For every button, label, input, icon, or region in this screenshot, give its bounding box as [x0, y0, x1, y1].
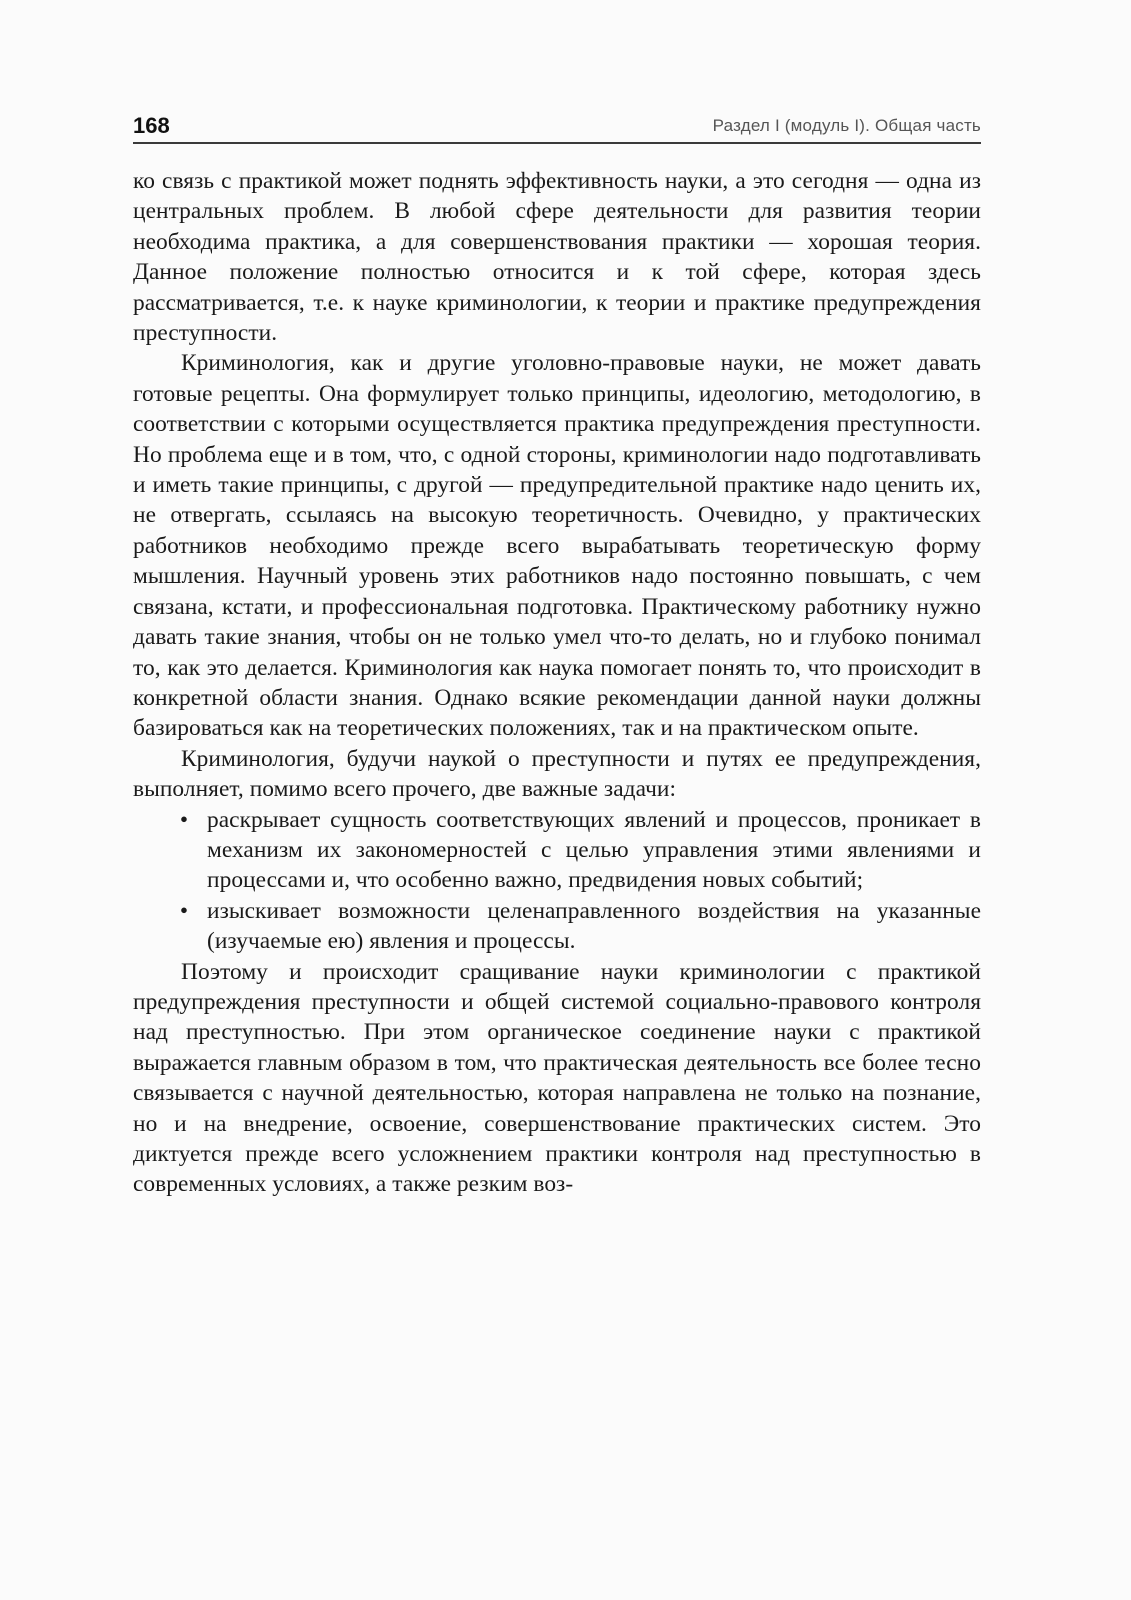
paragraph-two-tasks: Криминология, будучи наукой о преступности и путях ее предупреждения, выполняет, помимо всего прочего, две важные задачи:	[133, 745, 981, 803]
tasks-list	[133, 805, 981, 957]
list-item	[179, 805, 981, 896]
bullet-icon: •	[179, 897, 189, 924]
paragraph-criminology-principles: Криминология, как и другие уголовно-правовые науки, не может давать готовые рецепты. Она формулирует только принципы, идеологию, методологию, в соответствии с которыми осуществляется практика предупреждения преступности. Но проблема еще и в том, что, с одной стороны, криминологии надо подготавливать и иметь такие принципы, с другой — предупредительной практике надо ценить их, не отвергать, ссылаясь на высокую теоретичность. Очевидно, у практических работников необходимо прежде всего вырабатывать теоретическую форму мышления. Научный уровень этих работников надо постоянно повышать, с чем связана, кстати, и профессиональная подготовка. Практическому работнику нужно давать такие знания, чтобы он не только умел что-то делать, но и глубоко понимал то, как это делается. Криминология как наука помогает понять то, что происходит в конкретной области знания. Однако всякие рекомендации данной науки должны базироваться как на теоретических положениях, так и на практическом опыте.	[133, 350, 981, 742]
bullet-icon: •	[179, 806, 189, 833]
paragraph-continuation: ко связь с практикой может поднять эффективность науки, а это сегодня — одна из центральных проблем. В любой сфере деятельности для развития теории необходима практика, а для совершенствования практики — хорошая теория. Данное положение полностью относится и к той сфере, которая здесь рассматривается, т.е. к науке криминологии, к теории и практике предупреждения преступности.	[133, 168, 981, 347]
paragraph-science-practice: Поэтому и происходит сращивание науки криминологии с практикой предупреждения преступности и общей системой социально-правового контроля над преступностью. При этом органическое соединение науки с практикой выражается главным образом в том, что практическая деятельность все более тесно связывается с научной деятельностью, которая направлена не только на познание, но и на внедрение, освоение, совершенствование практических систем. Это диктуется прежде всего усложнением практики контроля над преступностью в современных условиях, а также резким воз-	[133, 958, 981, 1198]
list-item-text: раскрывает сущность соответствующих явлений и процессов, проникает в механизм их закономерностей с целью управления этими явлениями и процессами и, что особенно важно, предвидения новых событий;	[207, 806, 981, 894]
list-item	[179, 896, 981, 957]
section-title: Раздел I (модуль I). Общая часть	[712, 116, 981, 135]
list-item-text: изыскивает возможности целенаправленного воздействия на указанные (изучаемые ею) явления и процессы.	[207, 897, 981, 955]
page-number: 168	[133, 113, 170, 138]
body-text	[133, 166, 981, 1200]
running-header	[133, 112, 981, 144]
